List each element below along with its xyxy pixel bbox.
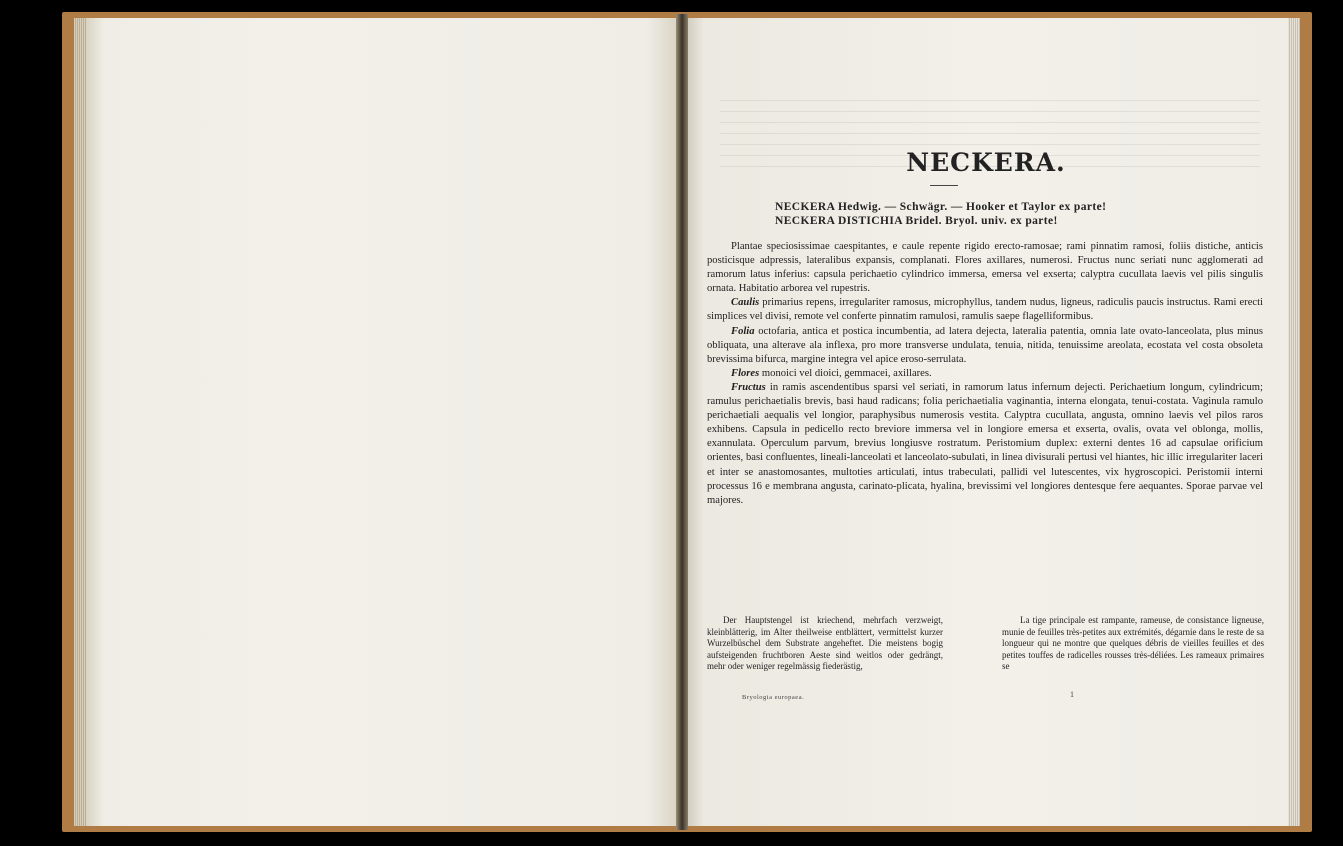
latin-paragraph-caulis — [707, 296, 1263, 324]
flores-text: monoici vel dioici, gemmacei, axillares. — [759, 367, 932, 379]
fructus-text: in ramis ascendentibus sparsi vel seriati, in ramorum latus infernum dejecti. Perichaetium longum, cylindricum; ramulus perichaetialis brevis, basi haud radicans; folia perichaetialia vaginantia, interna elongata, tenui-costata. Vaginula ramulo perichaetiali aequalis vel longior, paraphysibus numerosis vestita. Calyptra cucullata, angusta, omnino laevis vel pilos raros exhibens. Capsula in pedicello recto breviore immersa vel in longiore emersa et exserta, ovalis, ovata vel oblonga, mollis, exannulata. Operculum parvum, brevius longiusve rostratum. Peristomium duplex: externi dentes 16 ad capsulae orificium orientes, basi confluentes, lineali-lanceolati et lanceolato-subulati, in linea divisurali pertusi vel hiantes, hic illic irregulariter laceri et inter se anastomosantes, multoties articulati, intus trabeculati, pallidi vel lutescentes, vix hygroscopici. Peristomii interni processus 16 e membrana angusta, carinato-plicata, hyalina, brevissimi vel longiores dentesque fere aequantes. Sporae parvae vel majores. — [707, 381, 1263, 506]
title-rule — [930, 185, 958, 186]
german-column: Der Hauptstengel ist kriechend, mehrfach verzweigt, kleinblätterig, im Alter theilweise entblättert, vermittelst kurzer Wurzelbüschel dem Substrate angeheftet. Die meistens bogig aufsteigenden fruchtboren Aeste sind weitlos oder gedrängt, mehr oder weniger regelmässig fiederästig, — [707, 615, 943, 672]
caulis-text: primarius repens, irregulariter ramosus, microphyllus, tandem nudus, ligneus, radiculis paucis instructus. Rami erecti simplices vel divisi, remote vel conferte pinnatim ramulosi, ramulis saepe flagelliformibus. — [707, 297, 1263, 323]
footer-signature: Bryologia europaea. — [742, 694, 805, 701]
latin-paragraph-flores — [707, 367, 1263, 381]
folia-heading: Folia — [731, 325, 755, 337]
fructus-heading: Fructus — [731, 381, 766, 393]
flores-heading: Flores — [731, 367, 760, 379]
left-page-blank — [86, 18, 680, 826]
synonym-line-1: NECKERA Hedwig. — Schwägr. — Hooker et Taylor ex parte! — [775, 201, 1107, 213]
folia-text: octofaria, antica et postica incumbentia, ad latera dejecta, lateralia patentia, omnia late ovato-lanceolata, plus minus obliquata, una alterave ala inflexa, pro more transverse undulata, tenuia, nitida, tenuissime areolata, ecostata vel costa obsoleta brevissima bifurca, margine integra vel apice eroso-serrulata. — [707, 325, 1263, 365]
synonym-line-2: NECKERA DISTICHIA Bridel. Bryol. univ. ex parte! — [775, 215, 1058, 227]
latin-description — [707, 240, 1263, 508]
latin-paragraph-folia — [707, 325, 1263, 367]
latin-paragraph-fructus — [707, 381, 1263, 508]
caulis-heading: Caulis — [731, 297, 760, 309]
page-stack-right — [1288, 18, 1300, 826]
footer-sheet-number: 1 — [1070, 690, 1074, 699]
book-gutter — [676, 14, 688, 830]
latin-paragraph-1: Plantae speciosissimae caespitantes, e caule repente rigido erecto-ramosae; rami pinnatim ramosi, foliis distiche, anticis posticisque adpressis, lateralibus expansis, complanati. Flores axillares, numerosi. Fructus nunc seriati nunc agglomerati ad ramorum latus inferius: capsula perichaetio cylindrico immersa, emersa vel exserta; calyptra cucullata laevis vel pilis singulis ornata. Habitatio arborea vel rupestris. — [707, 241, 1263, 295]
page-title: NECKERA. — [906, 148, 1066, 177]
french-column: La tige principale est rampante, rameuse, de consistance ligneuse, munie de feuilles très-petites aux extrémités, dégarnie dans le reste de sa longueur qui ne montre que quelques débris de vieilles feuilles et des petites touffes de radicelles rousses très-déliées. Les rameaux primaires se — [1002, 615, 1264, 672]
